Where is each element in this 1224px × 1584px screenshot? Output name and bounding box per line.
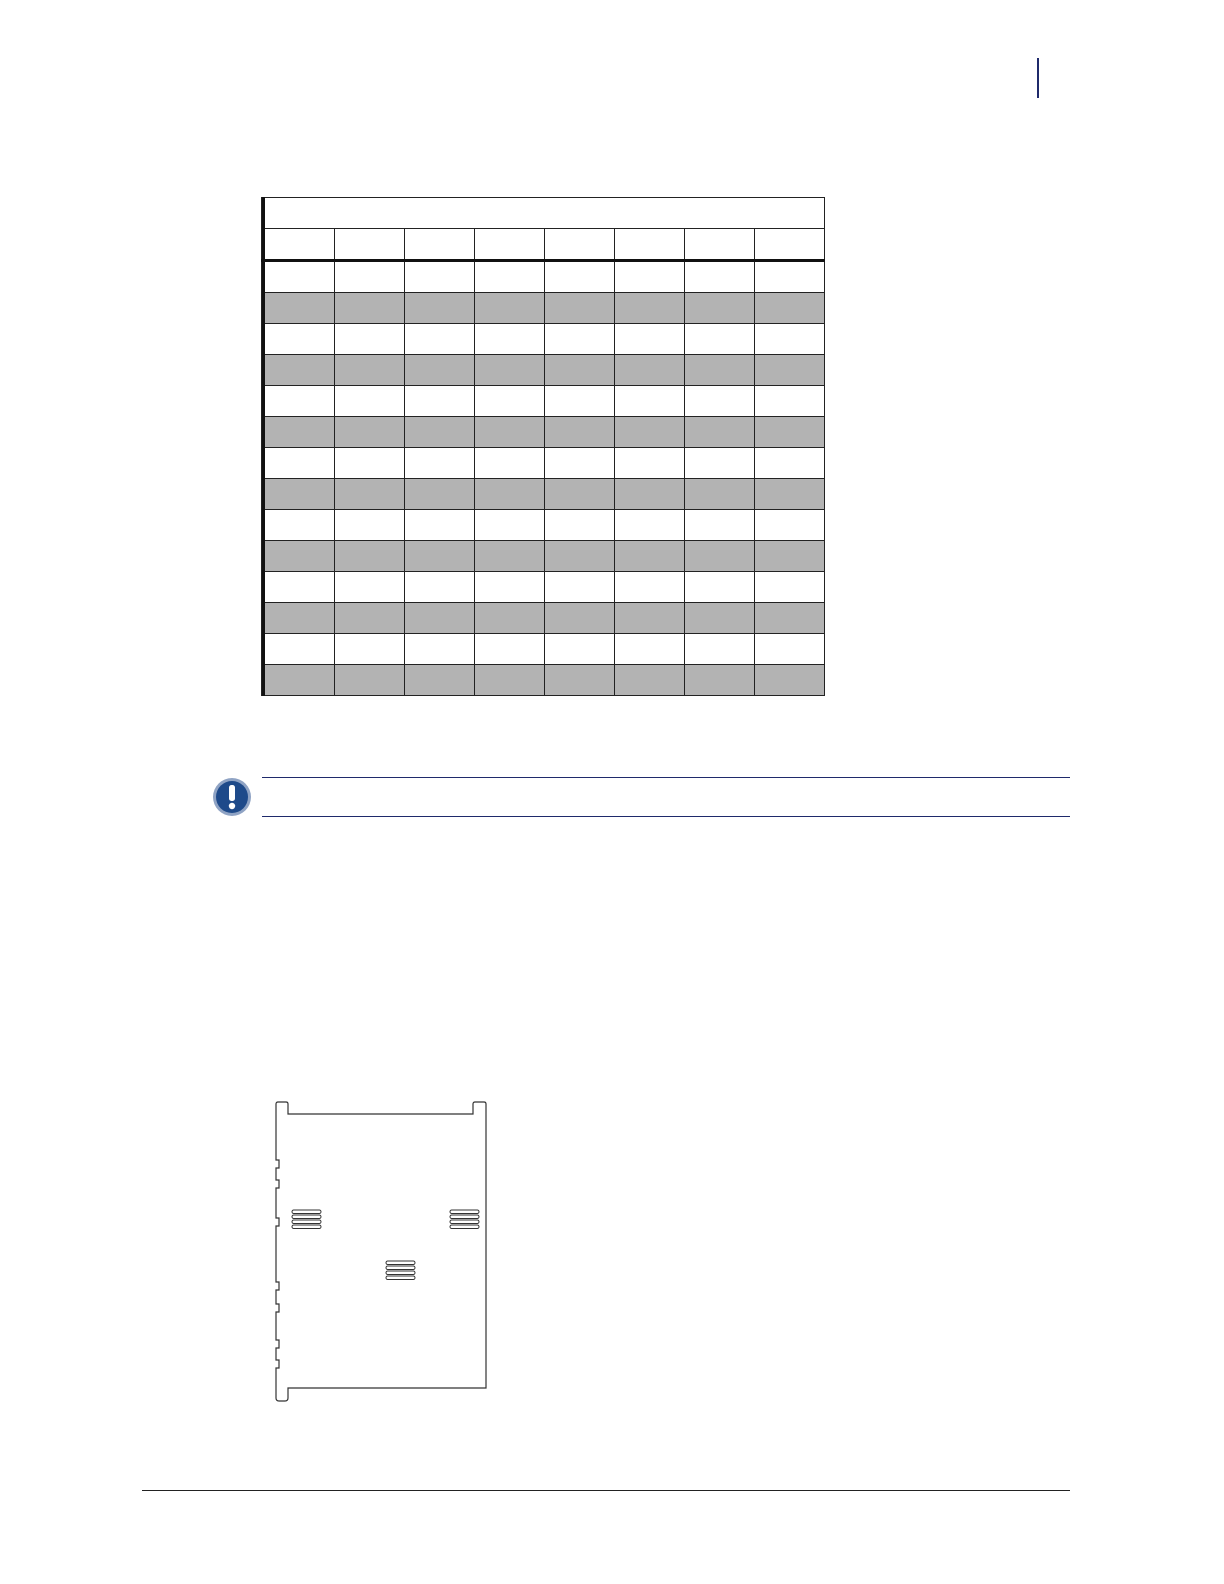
table-cell xyxy=(475,293,545,324)
table-cell xyxy=(475,261,545,293)
table-cell xyxy=(755,417,825,448)
table-row xyxy=(262,355,825,386)
table-cell xyxy=(615,634,685,665)
table-cell xyxy=(685,355,755,386)
table-cell xyxy=(755,324,825,355)
table-cell xyxy=(264,324,335,355)
table-cell xyxy=(755,293,825,324)
table-row xyxy=(262,261,825,293)
table-cell xyxy=(335,293,405,324)
table-cell xyxy=(335,448,405,479)
table-cell xyxy=(685,665,755,696)
table-cell xyxy=(755,603,825,634)
table-cell xyxy=(685,261,755,293)
table-cell xyxy=(685,293,755,324)
table-cell xyxy=(405,386,475,417)
table-cell xyxy=(755,572,825,603)
table-cell xyxy=(335,665,405,696)
table-cell xyxy=(335,541,405,572)
table-cell xyxy=(405,261,475,293)
table-cell xyxy=(264,355,335,386)
table-cell xyxy=(685,603,755,634)
table-cell xyxy=(475,448,545,479)
table-cell xyxy=(405,603,475,634)
table-cell xyxy=(545,261,615,293)
table-cell xyxy=(264,448,335,479)
table-cell xyxy=(475,386,545,417)
note-rule-bottom xyxy=(262,816,1070,817)
table-cell xyxy=(264,479,335,510)
table-cell xyxy=(475,355,545,386)
table-cell xyxy=(405,479,475,510)
table-cell xyxy=(264,417,335,448)
table-col-header xyxy=(545,229,615,261)
table-row xyxy=(262,665,825,696)
table-row xyxy=(262,448,825,479)
table-row xyxy=(262,324,825,355)
table-cell xyxy=(405,355,475,386)
exclamation-icon xyxy=(212,777,252,817)
table-cell xyxy=(755,355,825,386)
table-col-header xyxy=(615,229,685,261)
data-table xyxy=(261,197,825,696)
table-row xyxy=(262,541,825,572)
table-cell xyxy=(545,541,615,572)
table-cell xyxy=(755,386,825,417)
table-body xyxy=(262,261,825,696)
table-cell xyxy=(685,479,755,510)
table-cell xyxy=(615,479,685,510)
table-cell xyxy=(475,324,545,355)
table-cell xyxy=(264,541,335,572)
table-col-header xyxy=(685,229,755,261)
table-cell xyxy=(545,479,615,510)
table-col-header xyxy=(755,229,825,261)
table-col-header xyxy=(475,229,545,261)
table-cell xyxy=(755,510,825,541)
table-subheader-row xyxy=(262,229,825,261)
note-rule-top xyxy=(262,777,1070,778)
table-cell xyxy=(335,603,405,634)
table-cell xyxy=(264,634,335,665)
table-col-header xyxy=(335,229,405,261)
table-cell xyxy=(545,572,615,603)
table-cell xyxy=(545,293,615,324)
table-cell xyxy=(615,603,685,634)
table-cell xyxy=(475,541,545,572)
table-cell xyxy=(335,324,405,355)
table-cell xyxy=(685,541,755,572)
table-col-header xyxy=(405,229,475,261)
table-cell xyxy=(264,665,335,696)
table-cell xyxy=(335,572,405,603)
table-cell xyxy=(475,572,545,603)
table-cell xyxy=(545,355,615,386)
table-cell xyxy=(405,665,475,696)
label-template-drawing xyxy=(265,1098,495,1410)
table-cell xyxy=(335,510,405,541)
table-cell xyxy=(475,665,545,696)
table-cell xyxy=(685,634,755,665)
table-cell xyxy=(545,324,615,355)
table-cell xyxy=(405,293,475,324)
table-cell xyxy=(615,293,685,324)
table-cell xyxy=(615,665,685,696)
table-col-header xyxy=(264,229,335,261)
table-cell xyxy=(685,417,755,448)
table-cell xyxy=(335,634,405,665)
table-row xyxy=(262,417,825,448)
table-cell xyxy=(615,572,685,603)
table-row xyxy=(262,293,825,324)
table-row xyxy=(262,510,825,541)
table-cell xyxy=(475,510,545,541)
table-cell xyxy=(405,417,475,448)
table-cell xyxy=(615,541,685,572)
table-cell xyxy=(475,603,545,634)
table-cell xyxy=(615,355,685,386)
table-header-row xyxy=(262,198,825,229)
header-margin-bar xyxy=(1037,58,1039,98)
table-cell xyxy=(755,541,825,572)
table-cell xyxy=(264,386,335,417)
table-cell xyxy=(335,386,405,417)
table-cell xyxy=(335,479,405,510)
table-cell xyxy=(615,417,685,448)
table-cell xyxy=(475,634,545,665)
table-cell xyxy=(405,448,475,479)
table-cell xyxy=(755,448,825,479)
table-cell xyxy=(335,417,405,448)
table-cell xyxy=(264,293,335,324)
footer-rule xyxy=(142,1490,1070,1491)
table-cell xyxy=(685,448,755,479)
table-cell xyxy=(685,324,755,355)
table-cell xyxy=(545,386,615,417)
table-cell xyxy=(545,665,615,696)
table-cell xyxy=(475,479,545,510)
table-cell xyxy=(685,510,755,541)
table-cell xyxy=(405,510,475,541)
table-row xyxy=(262,572,825,603)
table-cell xyxy=(264,510,335,541)
table-cell xyxy=(755,634,825,665)
table-row xyxy=(262,634,825,665)
table-cell xyxy=(615,510,685,541)
table-cell xyxy=(755,665,825,696)
table-cell xyxy=(335,261,405,293)
table-cell xyxy=(615,261,685,293)
table-row xyxy=(262,603,825,634)
table-cell xyxy=(335,355,405,386)
table-cell xyxy=(755,479,825,510)
table-row xyxy=(262,479,825,510)
table-cell xyxy=(264,261,335,293)
table-cell xyxy=(405,541,475,572)
table-cell xyxy=(545,634,615,665)
table-cell xyxy=(615,448,685,479)
table-cell xyxy=(545,603,615,634)
table-cell xyxy=(405,572,475,603)
table-cell xyxy=(264,603,335,634)
table-cell xyxy=(405,324,475,355)
table-cell xyxy=(405,634,475,665)
table-cell xyxy=(475,417,545,448)
table-cell xyxy=(685,572,755,603)
table-cell xyxy=(755,261,825,293)
table-cell xyxy=(545,417,615,448)
table-cell xyxy=(545,510,615,541)
table-cell xyxy=(615,386,685,417)
table-cell xyxy=(264,572,335,603)
table-cell xyxy=(545,448,615,479)
table-row xyxy=(262,386,825,417)
table-cell xyxy=(615,324,685,355)
table-group-header xyxy=(264,198,825,229)
table-cell xyxy=(685,386,755,417)
